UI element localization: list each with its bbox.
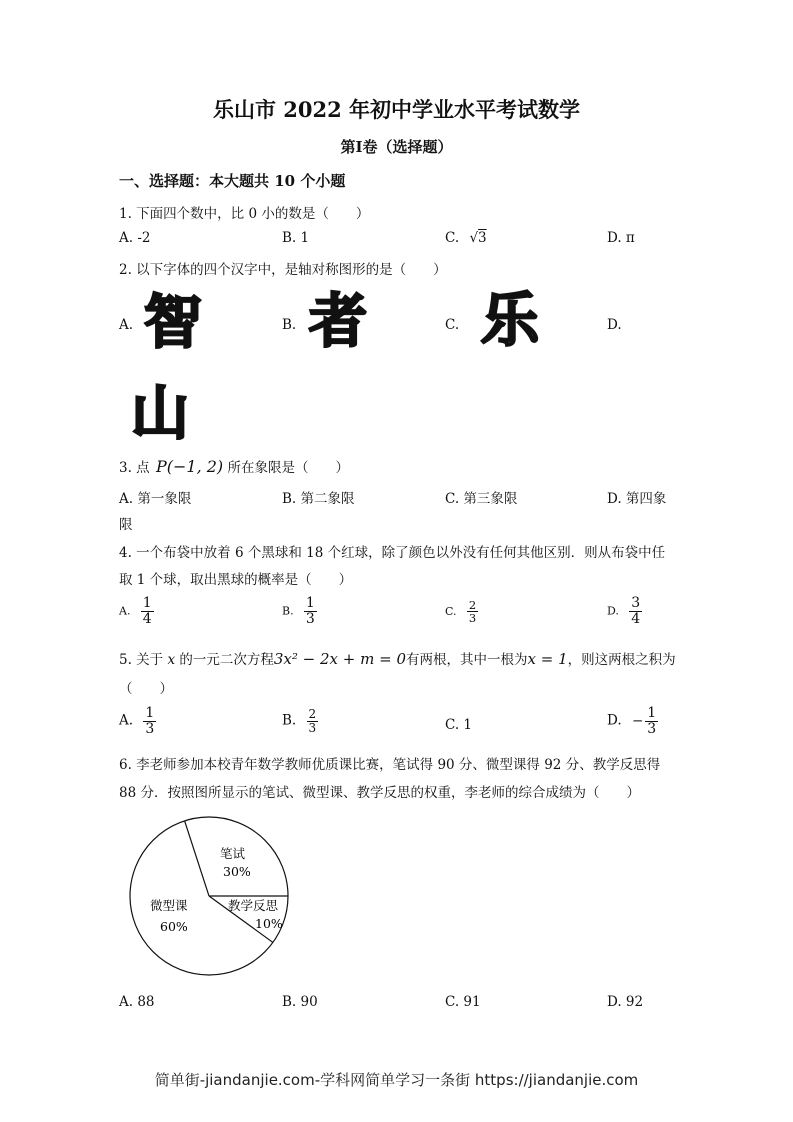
numerator: 2: [468, 598, 477, 612]
q4-option-a-label: A.: [119, 604, 131, 618]
q6-option-a: A. 88: [119, 994, 155, 1010]
q2-stem: 2. 以下字体的四个汉字中，是轴对称图形的是（ ）: [119, 262, 447, 278]
q2-option-d: D.: [607, 317, 622, 333]
q5-mid: 的一元二次方程: [175, 652, 274, 668]
q5-suffix: ，则这两根之积为: [567, 652, 676, 668]
footer-watermark: 简单街-jiandanjie.com-学科网简单学习一条街 https://jiandanjie.com: [154, 1071, 639, 1089]
q1-option-a: A. -2: [119, 230, 151, 246]
exam-subtitle: 第Ⅰ卷（选择题）: [340, 138, 453, 156]
q1-option-c-label: C.: [445, 230, 460, 246]
q3-stem: [119, 456, 349, 476]
glyph-zhe-image: 者: [309, 287, 368, 355]
q3-prefix: 3. 点: [119, 460, 150, 476]
denominator: 3: [308, 720, 317, 735]
q5-variable: x: [167, 652, 176, 668]
q4-option-c: [445, 599, 478, 624]
pie-chart: [120, 810, 300, 980]
q1-option-b: B. 1: [282, 230, 310, 246]
q1-stem: 1. 下面四个数中，比 0 小的数是（ ）: [119, 206, 370, 222]
pie-label-weixingke: 微型课: [150, 898, 188, 913]
denominator: 3: [647, 720, 657, 737]
numerator: 1: [142, 595, 152, 611]
pie-value-jiaoxuefansi: 10%: [255, 916, 283, 931]
q3-option-b: B. 第二象限: [282, 491, 355, 507]
q5-stem-line2: （ ）: [119, 681, 173, 697]
fraction: [143, 706, 156, 736]
q5-mid2: 有两根，其中一根为: [406, 652, 528, 668]
q5-option-a-label: A.: [119, 712, 134, 729]
q4-stem-line1: 4. 一个布袋中放着 6 个黑球和 18 个红球，除了颜色以外没有任何其他区别．则从布袋中任: [119, 545, 666, 561]
q2-option-c: C.: [445, 317, 460, 333]
q4-option-b: [282, 596, 317, 626]
q5-equation: 3x² − 2x + m = 0: [273, 650, 406, 668]
numerator: 1: [305, 595, 315, 611]
q1-option-c: [445, 230, 487, 246]
q4-option-a: [119, 596, 154, 626]
denominator: 3: [145, 720, 155, 737]
numerator: 1: [145, 705, 155, 721]
denominator: 3: [468, 611, 477, 626]
denominator: 4: [631, 610, 641, 627]
q3-option-a: A. 第一象限: [119, 491, 192, 507]
q4-option-c-label: C.: [445, 605, 457, 619]
q5-root: x = 1: [527, 650, 568, 668]
q5-option-b: [282, 708, 318, 734]
q3-option-d-wrap: 限: [119, 517, 133, 533]
numerator: 2: [308, 707, 317, 721]
q2-option-a: A.: [119, 317, 134, 333]
q5-option-d-label: D.: [607, 712, 622, 729]
denominator: 4: [142, 610, 152, 627]
q3-point: P(−1, 2): [155, 457, 224, 476]
q4-option-b-label: B.: [282, 604, 294, 618]
q5-stem-line1: [119, 648, 676, 668]
q2-option-b: B.: [282, 317, 297, 333]
pie-label-bishi: 笔试: [220, 846, 246, 861]
q6-stem-line1: 6. 李老师参加本校青年数学教师优质课比赛，笔试得 90 分、微型课得 92 分、教学反思得: [119, 757, 661, 773]
glyph-shan-image: 山: [131, 379, 190, 447]
q5-option-c: C. 1: [445, 717, 473, 733]
section-heading: 一、选择题：本大题共 10 个小题: [119, 172, 346, 190]
q3-option-d: D. 第四象: [607, 491, 667, 507]
q6-option-b: B. 90: [282, 994, 318, 1010]
q5-option-d: [607, 706, 658, 736]
pie-value-bishi: 30%: [223, 864, 251, 879]
q4-option-d: [607, 596, 642, 626]
q4-stem-line2: 取 1 个球，取出黑球的概率是（ ）: [119, 572, 353, 588]
q4-option-d-label: D.: [607, 604, 619, 618]
numerator: 3: [631, 595, 641, 611]
fraction: [467, 599, 478, 624]
fraction: [307, 708, 319, 734]
sqrt-symbol: √3: [469, 230, 487, 246]
q5-option-a: [119, 706, 156, 736]
minus-sign: −: [631, 712, 644, 729]
exam-title: 乐山市 2022 年初中学业水平考试数学: [212, 97, 581, 122]
fraction: [304, 596, 317, 626]
q5-option-b-label: B.: [282, 712, 297, 729]
pie-label-jiaoxuefansi: 教学反思: [228, 898, 279, 913]
fraction: [645, 706, 658, 736]
q5-prefix: 5. 关于: [119, 652, 168, 668]
numerator: 1: [647, 705, 657, 721]
q6-stem-line2: 88 分．按照图所显示的笔试、微型课、教学反思的权重，李老师的综合成绩为（ ）: [119, 785, 640, 801]
q1-option-c-radicand: 3: [478, 230, 487, 246]
glyph-zhi-image: 智: [144, 288, 203, 356]
fraction: [141, 596, 154, 626]
q6-option-c: C. 91: [445, 994, 481, 1010]
q6-option-d: D. 92: [607, 994, 644, 1010]
q1-option-d: D. π: [607, 230, 635, 246]
glyph-le-image: 乐: [481, 286, 540, 354]
q3-suffix: 所在象限是（ ）: [227, 460, 349, 476]
fraction: [629, 596, 642, 626]
pie-value-weixingke: 60%: [160, 919, 188, 934]
denominator: 3: [305, 610, 315, 627]
q3-option-c: C. 第三象限: [445, 491, 518, 507]
